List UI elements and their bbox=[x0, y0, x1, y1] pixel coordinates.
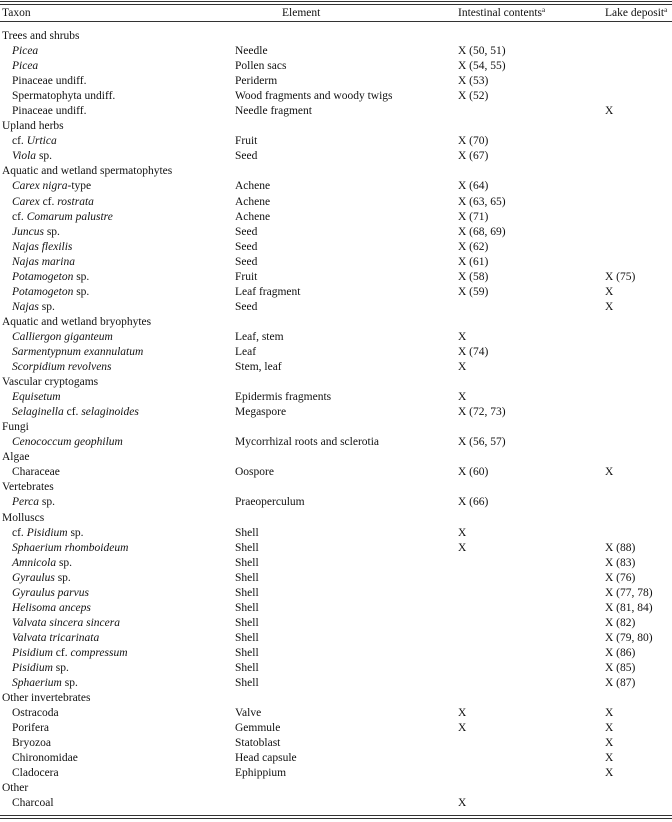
taxon-part: sp. bbox=[38, 300, 55, 313]
section-header-row bbox=[0, 450, 672, 465]
intestinal-contents-cell: X bbox=[458, 361, 467, 374]
element-cell: Shell bbox=[235, 556, 259, 569]
taxon-cell bbox=[12, 676, 78, 691]
element-cell: Shell bbox=[235, 601, 259, 614]
taxon-italic-part: Equisetum bbox=[12, 391, 61, 404]
taxon-part: cf. bbox=[63, 406, 82, 419]
header-taxon: Taxon bbox=[2, 7, 31, 19]
section-header-row bbox=[0, 315, 672, 330]
top-rule-inner bbox=[0, 4, 672, 5]
taxon-cell bbox=[12, 345, 143, 360]
intestinal-contents-cell: X (52) bbox=[458, 90, 489, 103]
taxon-cell bbox=[12, 556, 72, 571]
intestinal-contents-cell: X (68, 69) bbox=[458, 225, 506, 238]
table-row bbox=[0, 405, 672, 420]
taxon-italic-part: Calliergon giganteum bbox=[12, 330, 113, 343]
section-label bbox=[2, 781, 28, 796]
element-cell: Shell bbox=[235, 631, 259, 644]
table-row bbox=[0, 661, 672, 676]
lake-deposit-cell: X (81, 84) bbox=[605, 601, 653, 614]
section-header-row bbox=[0, 375, 672, 390]
taxon-part: Ostracoda bbox=[12, 707, 59, 720]
section-header-row bbox=[0, 691, 672, 706]
lake-deposit-cell: X (83) bbox=[605, 556, 636, 569]
taxon-part: sp. bbox=[73, 270, 90, 283]
element-cell: Shell bbox=[235, 646, 259, 659]
header-lake-label: Lake deposit bbox=[605, 7, 665, 19]
table-row bbox=[0, 59, 672, 74]
section-header-row bbox=[0, 781, 672, 796]
table-row bbox=[0, 390, 672, 405]
taxon-cell bbox=[12, 706, 59, 721]
taxon-cell bbox=[12, 74, 87, 89]
taxon-cell bbox=[12, 89, 115, 104]
intestinal-contents-cell: X (70) bbox=[458, 135, 489, 148]
table-row bbox=[0, 736, 672, 751]
taxon-part: sp. bbox=[54, 571, 71, 584]
lake-deposit-cell: X (77, 78) bbox=[605, 586, 653, 599]
element-cell: Needle bbox=[235, 45, 268, 58]
table-row bbox=[0, 74, 672, 89]
intestinal-contents-cell: X (62) bbox=[458, 240, 489, 253]
taxon-italic-part: Perca bbox=[12, 496, 40, 509]
element-cell: Valve bbox=[235, 707, 262, 720]
table-row bbox=[0, 104, 672, 119]
taxon-italic-part: Gyraulus bbox=[12, 571, 55, 584]
header-rule bbox=[0, 21, 672, 22]
table-row bbox=[0, 195, 672, 210]
taxon-cell bbox=[12, 59, 38, 74]
taxon-part: cf. bbox=[52, 646, 71, 659]
lake-deposit-cell: X (88) bbox=[605, 541, 636, 554]
intestinal-contents-cell: X (61) bbox=[458, 255, 489, 268]
taxon-part: sp. bbox=[43, 225, 60, 238]
taxon-part: Fungi bbox=[2, 421, 29, 434]
table-row bbox=[0, 751, 672, 766]
intestinal-contents-cell: X bbox=[458, 526, 467, 539]
element-cell: Leaf bbox=[235, 345, 257, 358]
section-label bbox=[2, 29, 80, 44]
taxon-cell bbox=[12, 631, 99, 646]
intestinal-contents-cell: X (54, 55) bbox=[458, 60, 506, 73]
section-header-row bbox=[0, 420, 672, 435]
taxon-italic-part: Potamogeton bbox=[12, 270, 74, 283]
table-row bbox=[0, 435, 672, 450]
element-cell: Shell bbox=[235, 661, 259, 674]
taxon-part: sp. bbox=[39, 496, 56, 509]
taxon-italic-part: Pisidium bbox=[26, 526, 68, 539]
table-row bbox=[0, 526, 672, 541]
taxon-part: sp. bbox=[52, 661, 69, 674]
taxon-part: Chironomidae bbox=[12, 752, 78, 765]
taxon-italic-part: Amnicola bbox=[12, 556, 57, 569]
element-cell: Shell bbox=[235, 526, 259, 539]
section-header-row bbox=[0, 480, 672, 495]
intestinal-contents-cell: X (53) bbox=[458, 75, 489, 88]
section-label bbox=[2, 450, 29, 465]
element-cell: Praeoperculum bbox=[235, 496, 305, 509]
table-row bbox=[0, 149, 672, 164]
taxon-italic-part: selaginoides bbox=[81, 406, 139, 419]
taxon-cell bbox=[12, 300, 55, 315]
table-row bbox=[0, 571, 672, 586]
taxon-italic-part: Scorpidium revolvens bbox=[12, 361, 112, 374]
taxon-cell bbox=[12, 766, 59, 781]
element-cell: Ephippium bbox=[235, 767, 287, 780]
section-header-row bbox=[0, 511, 672, 526]
taxon-italic-part: Helisoma anceps bbox=[12, 601, 91, 614]
intestinal-contents-cell: X (71) bbox=[458, 210, 489, 223]
element-cell: Periderm bbox=[235, 75, 278, 88]
lake-deposit-cell: X bbox=[605, 285, 614, 298]
lake-deposit-cell: X bbox=[605, 707, 614, 720]
taxon-part: -type bbox=[67, 180, 92, 193]
taxon-part: Porifera bbox=[12, 722, 50, 735]
intestinal-contents-cell: X (67) bbox=[458, 150, 489, 163]
taxon-italic-part: Viola bbox=[12, 150, 37, 163]
element-cell: Megaspore bbox=[235, 406, 287, 419]
lake-deposit-cell: X bbox=[605, 767, 614, 780]
table-row bbox=[0, 240, 672, 255]
section-header-row bbox=[0, 29, 672, 44]
taxon-cell bbox=[12, 240, 72, 255]
taxon-cell bbox=[12, 495, 55, 510]
table-row bbox=[0, 330, 672, 345]
taxon-part: Vascular cryptogams bbox=[2, 376, 99, 389]
table-row bbox=[0, 210, 672, 225]
header-intestinal-label: Intestinal contents bbox=[458, 7, 542, 19]
taxon-cell bbox=[12, 541, 128, 556]
taxon-italic-part: Picea bbox=[12, 45, 39, 58]
intestinal-contents-cell: X bbox=[458, 797, 467, 810]
section-label bbox=[2, 511, 44, 526]
taxon-cell bbox=[12, 405, 139, 420]
lake-deposit-cell: X bbox=[605, 722, 614, 735]
intestinal-contents-cell: X (56, 57) bbox=[458, 436, 506, 449]
header-element: Element bbox=[282, 7, 321, 19]
element-cell: Seed bbox=[235, 300, 258, 313]
taxon-cell bbox=[12, 360, 112, 375]
element-cell: Oospore bbox=[235, 466, 274, 479]
intestinal-contents-cell: X bbox=[458, 722, 467, 735]
lake-deposit-cell: X bbox=[605, 300, 614, 313]
taxon-cell bbox=[12, 751, 78, 766]
lake-deposit-cell: X bbox=[605, 105, 614, 118]
taxon-cell bbox=[12, 390, 61, 405]
table-row bbox=[0, 134, 672, 149]
intestinal-contents-cell: X bbox=[458, 541, 467, 554]
taxon-part: Vertebrates bbox=[2, 481, 54, 494]
intestinal-contents-cell: X (59) bbox=[458, 285, 489, 298]
taxon-italic-part: Najas marina bbox=[12, 255, 75, 268]
taxon-italic-part: Najas flexilis bbox=[12, 240, 73, 253]
intestinal-contents-cell: X (74) bbox=[458, 345, 489, 358]
taxon-cell bbox=[12, 616, 120, 631]
taxon-part: sp. bbox=[67, 526, 84, 539]
element-cell: Leaf fragment bbox=[235, 285, 301, 298]
element-cell: Seed bbox=[235, 225, 258, 238]
section-header-row bbox=[0, 119, 672, 134]
taxon-part: Aquatic and wetland spermatophytes bbox=[2, 165, 173, 178]
table-row bbox=[0, 646, 672, 661]
taxon-part: cf. bbox=[39, 195, 58, 208]
section-label bbox=[2, 375, 98, 390]
taxon-cell bbox=[12, 601, 91, 616]
taxon-cell bbox=[12, 134, 57, 149]
taxon-italic-part: Urtica bbox=[26, 135, 57, 148]
taxon-italic-part: Carex nigra bbox=[12, 180, 68, 193]
taxon-cell bbox=[12, 435, 123, 450]
taxon-part: Charcoal bbox=[12, 797, 54, 810]
element-cell: Mycorrhizal roots and sclerotia bbox=[235, 436, 380, 449]
header-intestinal-contents bbox=[458, 6, 545, 20]
intestinal-contents-cell: X bbox=[458, 330, 467, 343]
element-cell: Shell bbox=[235, 571, 259, 584]
table-row bbox=[0, 89, 672, 104]
taxon-italic-part: Pisidium bbox=[12, 646, 53, 659]
taxon-part: Other invertebrates bbox=[2, 692, 91, 705]
taxon-cell bbox=[12, 721, 49, 736]
element-cell: Seed bbox=[235, 240, 258, 253]
taxon-cell bbox=[12, 44, 38, 59]
taxon-cell bbox=[12, 149, 52, 164]
taxon-cell bbox=[12, 179, 91, 194]
table-row bbox=[0, 495, 672, 510]
taxon-part: Pinaceae undiff. bbox=[12, 75, 87, 88]
table-row bbox=[0, 556, 672, 571]
taxon-cell bbox=[12, 736, 51, 751]
element-cell: Achene bbox=[235, 195, 271, 208]
taxon-part: Other bbox=[2, 782, 29, 795]
lake-deposit-cell: X (87) bbox=[605, 677, 636, 690]
taxon-part: sp. bbox=[73, 285, 90, 298]
element-cell: Seed bbox=[235, 150, 258, 163]
taxon-cell bbox=[12, 210, 113, 225]
taxon-part: Algae bbox=[2, 451, 30, 464]
footnote-marker: a bbox=[664, 6, 668, 14]
lake-deposit-cell: X (82) bbox=[605, 616, 636, 629]
taxon-part: sp. bbox=[36, 150, 53, 163]
table-row bbox=[0, 44, 672, 59]
table-row bbox=[0, 616, 672, 631]
taxon-italic-part: Picea bbox=[12, 60, 39, 73]
element-cell: Fruit bbox=[235, 135, 258, 148]
intestinal-contents-cell: X (60) bbox=[458, 466, 489, 479]
taxon-cell bbox=[12, 465, 60, 480]
element-cell: Shell bbox=[235, 616, 259, 629]
taxon-part: Pinaceae undiff. bbox=[12, 105, 87, 118]
element-cell: Pollen sacs bbox=[235, 60, 287, 73]
taxon-cell bbox=[12, 526, 84, 541]
taxon-cell bbox=[12, 255, 75, 270]
taxon-part: Aquatic and wetland bryophytes bbox=[2, 315, 152, 328]
taxon-part: cf. bbox=[12, 526, 27, 539]
taxon-part: cf. bbox=[12, 135, 27, 148]
element-cell: Leaf, stem bbox=[235, 330, 284, 343]
table-row bbox=[0, 225, 672, 240]
lake-deposit-cell: X bbox=[605, 737, 614, 750]
lake-deposit-cell: X bbox=[605, 466, 614, 479]
table-header bbox=[0, 6, 672, 20]
element-cell: Needle fragment bbox=[235, 105, 312, 118]
taxon-italic-part: Cenococcum geophilum bbox=[12, 436, 123, 449]
taxon-cell bbox=[12, 661, 69, 676]
table-row bbox=[0, 541, 672, 556]
header-lake-deposit bbox=[605, 6, 667, 20]
taxon-cell bbox=[12, 330, 113, 345]
table-row bbox=[0, 465, 672, 480]
table-row bbox=[0, 360, 672, 375]
lake-deposit-cell: X (76) bbox=[605, 571, 636, 584]
table-row bbox=[0, 300, 672, 315]
taxon-part: Trees and shrubs bbox=[2, 30, 80, 42]
lake-deposit-cell: X (79, 80) bbox=[605, 631, 653, 644]
taxon-cell bbox=[12, 104, 87, 119]
taxon-cell bbox=[12, 195, 94, 210]
intestinal-contents-cell: X bbox=[458, 707, 467, 720]
table-row bbox=[0, 676, 672, 691]
taxon-cell bbox=[12, 646, 128, 661]
element-cell: Fruit bbox=[235, 270, 258, 283]
taxon-cell bbox=[12, 285, 89, 300]
table-row bbox=[0, 345, 672, 360]
element-cell: Shell bbox=[235, 586, 259, 599]
taxon-cell bbox=[12, 586, 89, 601]
taxon-cell bbox=[12, 270, 89, 285]
intestinal-contents-cell: X (66) bbox=[458, 496, 489, 509]
intestinal-contents-cell: X (72, 73) bbox=[458, 406, 506, 419]
taxon-italic-part: Juncus bbox=[12, 225, 44, 238]
section-header-row bbox=[0, 164, 672, 179]
table-row bbox=[0, 270, 672, 285]
element-cell: Achene bbox=[235, 210, 271, 223]
taxon-part: Cladocera bbox=[12, 767, 59, 780]
table-row bbox=[0, 766, 672, 781]
taxon-italic-part: Sphaerium bbox=[12, 677, 62, 690]
taxon-italic-part: Sphaerium rhomboideum bbox=[12, 541, 129, 554]
taxon-part: Molluscs bbox=[2, 511, 45, 524]
bottom-rule-inner bbox=[0, 815, 672, 816]
table-row bbox=[0, 179, 672, 194]
lake-deposit-cell: X bbox=[605, 752, 614, 765]
taxon-part: sp. bbox=[61, 677, 78, 690]
table-row bbox=[0, 255, 672, 270]
taxon-cell bbox=[12, 796, 54, 811]
intestinal-contents-cell: X (63, 65) bbox=[458, 195, 506, 208]
element-cell: Stem, leaf bbox=[235, 361, 282, 374]
lake-deposit-cell: X (75) bbox=[605, 270, 636, 283]
table-row bbox=[0, 796, 672, 811]
section-label bbox=[2, 119, 64, 134]
table-row bbox=[0, 285, 672, 300]
taxon-italic-part: Valvata sincera sincera bbox=[12, 616, 120, 629]
taxon-cell bbox=[12, 571, 71, 586]
taxon-italic-part: compressum bbox=[70, 646, 128, 659]
section-label bbox=[2, 691, 90, 706]
taxon-italic-part: Gyraulus parvus bbox=[12, 586, 89, 599]
table-row bbox=[0, 721, 672, 736]
element-cell: Shell bbox=[235, 541, 259, 554]
taxon-italic-part: Najas bbox=[12, 300, 39, 313]
taxon-italic-part: Valvata tricarinata bbox=[12, 631, 100, 644]
taxon-part: Spermatophyta undiff. bbox=[12, 90, 116, 103]
taxon-italic-part: Pisidium bbox=[12, 661, 53, 674]
element-cell: Gemmule bbox=[235, 722, 281, 735]
section-label bbox=[2, 315, 151, 330]
top-rule-outer bbox=[0, 1, 672, 2]
element-cell: Wood fragments and woody twigs bbox=[235, 90, 393, 103]
table-body bbox=[0, 29, 672, 811]
element-cell: Seed bbox=[235, 255, 258, 268]
element-cell: Shell bbox=[235, 677, 259, 690]
table-row bbox=[0, 601, 672, 616]
taxon-italic-part: Sarmentypnum exannulatum bbox=[12, 345, 144, 358]
intestinal-contents-cell: X bbox=[458, 391, 467, 404]
lake-deposit-cell: X (85) bbox=[605, 661, 636, 674]
intestinal-contents-cell: X (64) bbox=[458, 180, 489, 193]
table-row bbox=[0, 631, 672, 646]
table-row bbox=[0, 586, 672, 601]
section-label bbox=[2, 480, 54, 495]
taxon-italic-part: rostrata bbox=[57, 195, 94, 208]
lake-deposit-cell: X (86) bbox=[605, 646, 636, 659]
taxon-part: cf. bbox=[12, 210, 27, 223]
taxon-cell bbox=[12, 225, 60, 240]
taxon-part: Bryozoa bbox=[12, 737, 51, 750]
taxon-part: Characeae bbox=[12, 466, 60, 479]
intestinal-contents-cell: X (58) bbox=[458, 270, 489, 283]
taxon-italic-part: Carex bbox=[12, 195, 40, 208]
section-label bbox=[2, 420, 29, 435]
element-cell: Statoblast bbox=[235, 737, 281, 750]
section-label bbox=[2, 164, 172, 179]
taxon-part: sp. bbox=[56, 556, 73, 569]
taxon-italic-part: Potamogeton bbox=[12, 285, 74, 298]
taxon-italic-part: Comarum palustre bbox=[26, 210, 113, 223]
taxon-italic-part: Selaginella bbox=[12, 406, 64, 419]
element-cell: Achene bbox=[235, 180, 271, 193]
footnote-marker: a bbox=[542, 6, 546, 14]
table-row bbox=[0, 706, 672, 721]
bottom-rule-outer bbox=[0, 818, 672, 819]
element-cell: Head capsule bbox=[235, 752, 297, 765]
element-cell: Epidermis fragments bbox=[235, 391, 332, 404]
intestinal-contents-cell: X (50, 51) bbox=[458, 45, 506, 58]
taxon-part: Upland herbs bbox=[2, 120, 64, 133]
